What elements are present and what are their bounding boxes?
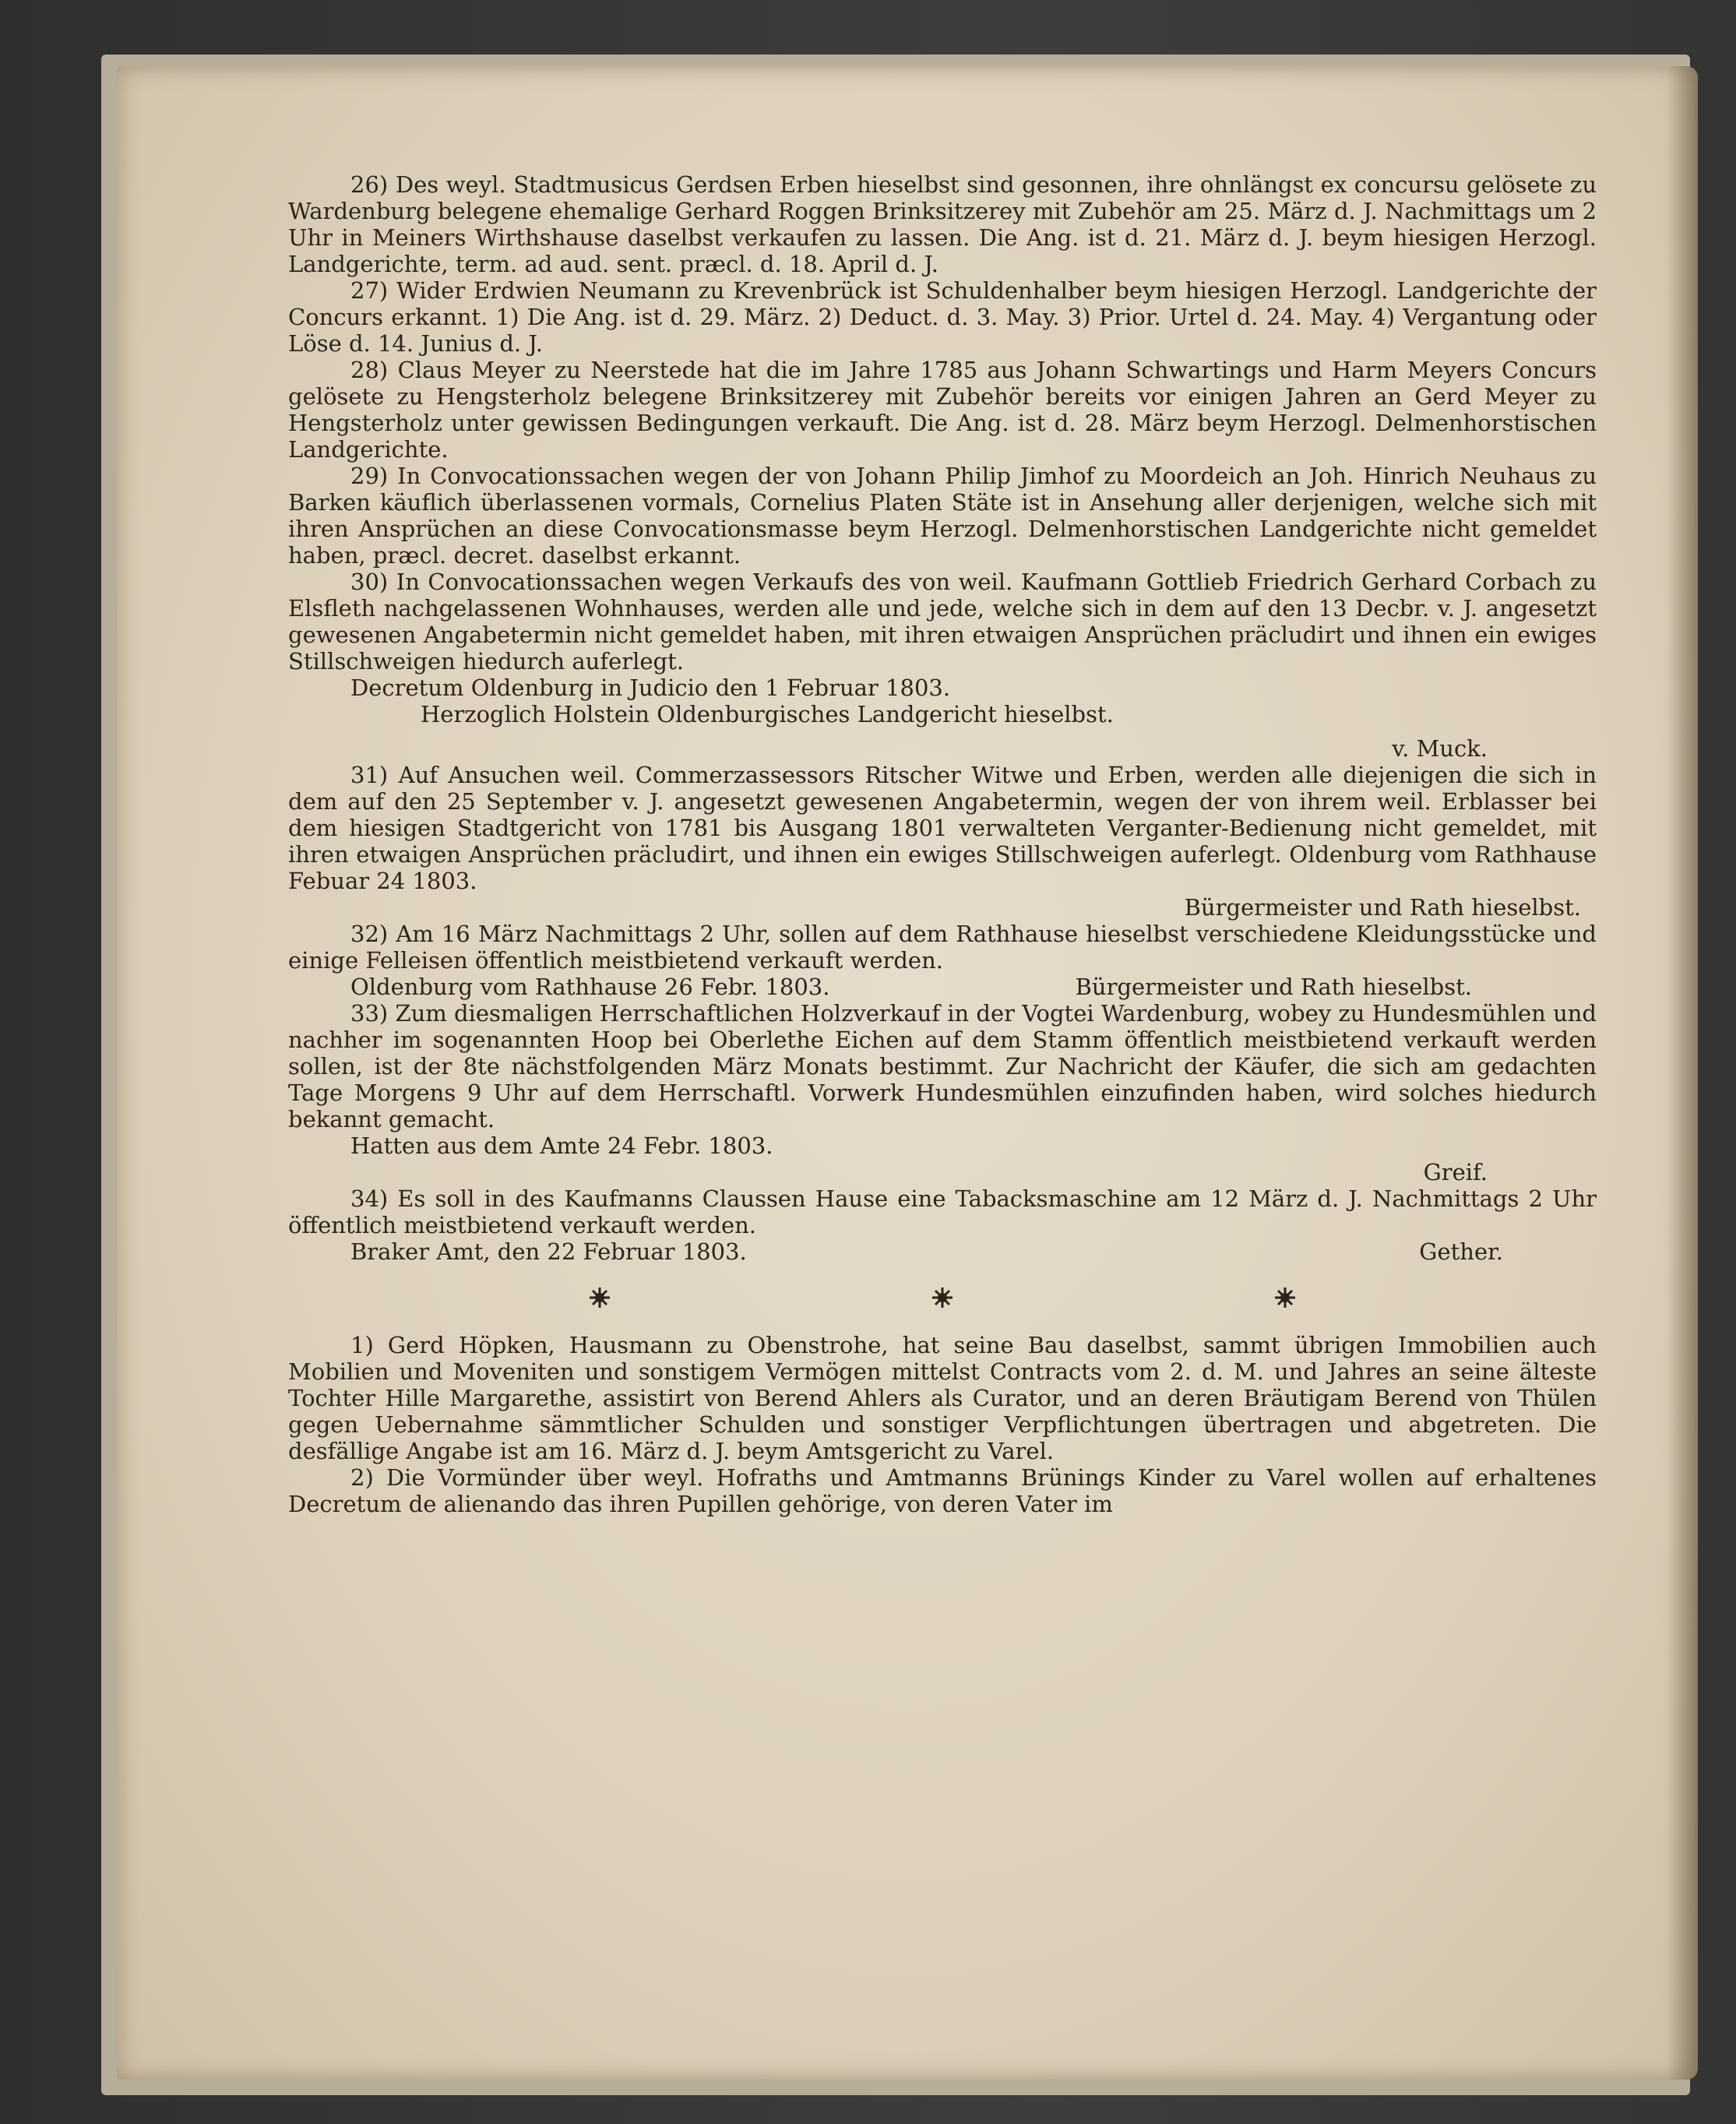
court-name: Herzoglich Holstein Oldenburgisches Landgericht hieselbst. bbox=[421, 701, 1114, 727]
entry-34: 34) Es soll in des Kaufmanns Claussen Hause eine Tabacksmaschine am 12 März d. J. Nachmittags 2 Uhr öffentlich meistbietend verkauft werden. bbox=[288, 1185, 1597, 1238]
entry-32: 32) Am 16 März Nachmittags 2 Uhr, sollen auf dem Rathhause hieselbst verschiedene Kleidungsstücke und einige Felleisen öffentlich meistbietend verkauft werden. bbox=[288, 921, 1597, 974]
rosette-ornament-icon bbox=[588, 1286, 611, 1309]
entry-33: 33) Zum diesmaligen Herrschaftlichen Holzverkauf in der Vogtei Wardenburg, wobey zu Hundesmühlen und nachher im sogenannten Hoop bei Oberlethe Eichen auf dem Stamm öffentlich meistbietend verkauft werden sollen, ist der 8te nächstfolgenden März Monats bestimmt. Zur Nachricht der Käufer, die sich am gedachten Tage Morgens 9 Uhr auf dem Herrschaftl. Vorwerk Hundesmühlen einzufinden haben, wird solches hiedurch bekannt gemacht. bbox=[288, 1000, 1597, 1132]
entry-32-date: Oldenburg vom Rathhause 26 Febr. 1803. bbox=[350, 974, 830, 1000]
decretum-line: Decretum Oldenburg in Judicio den 1 Februar 1803. bbox=[350, 675, 951, 701]
signature-32: Bürgermeister und Rath hieselbst. bbox=[1075, 974, 1472, 1000]
entry-28: 28) Claus Meyer zu Neerstede hat die im Jahre 1785 aus Johann Schwartings und Harm Meyers Concurs gelösete zu Hengsterholz belegene Brinksitzerey mit Zubehör bereits vor einigen Jahren an Gerd Meyer zu Hengsterholz unter gewissen Bedingungen verkauft. Die Ang. ist d. 28. März beym Herzogl. Delmenhorstischen Landgerichte. bbox=[288, 357, 1597, 463]
signature-muck: v. Muck. bbox=[1392, 735, 1488, 762]
entry-30: 30) In Convocationssachen wegen Verkaufs des von weil. Kaufmann Gottlieb Friedrich Gerhard Corbach zu Elsfleth nachgelassenen Wohnhauses, werden alle und jede, welche sich in dem auf den 13 Decbr. v. J. angesetzt gewesenen Angabetermin nicht gemeldet haben, mit ihren etwaigen Ansprüchen präcludirt und ihnen ein ewiges Stillschweigen hiedurch auferlegt. bbox=[288, 569, 1597, 675]
notice-1: 1) Gerd Höpken, Hausmann zu Obenstrohe, hat seine Bau daselbst, sammt übrigen Immobilien auch Mobilien und Moveniten und sonstigem Vermögen mittelst Contracts vom 2. d. M. und Jahres an seine älteste Tochter Hille Margarethe, assistirt von Berend Ahlers als Curator, und an deren Bräutigam Berend von Thülen gegen Uebernahme sämmtlicher Schulden und sonstiger Verpflichtungen übertragen und abgetreten. Die desfällige Angabe ist am 16. März d. J. beym Amtsgericht zu Varel. bbox=[288, 1332, 1597, 1464]
rosette-ornament-icon bbox=[1273, 1286, 1297, 1309]
notice-2: 2) Die Vormünder über weyl. Hofraths und Amtmanns Brünings Kinder zu Varel wollen auf erhaltenes Decretum de alienando das ihren Pupillen gehörige, von deren Vater im bbox=[288, 1464, 1597, 1517]
entry-34-date: Braker Amt, den 22 Februar 1803. bbox=[350, 1238, 747, 1265]
entry-34-footer bbox=[288, 1238, 1597, 1265]
signature-31: Bürgermeister und Rath hieselbst. bbox=[1184, 894, 1581, 921]
entry-33-date: Hatten aus dem Amte 24 Febr. 1803. bbox=[350, 1132, 773, 1159]
rosette-ornament-icon bbox=[931, 1286, 954, 1309]
entry-31: 31) Auf Ansuchen weil. Commerzassessors Ritscher Witwe und Erben, werden alle diejenigen die sich in dem auf den 25 September v. J. angesetzt gewesenen Angabetermin, wegen der von ihrem weil. Erblasser bei dem hiesigen Stadtgericht von 1781 bis Ausgang 1801 verwalteten Verganter-Bedienung nicht gemeldet, mit ihren etwaigen Ansprüchen präcludirt, und ihnen ein ewiges Stillschweigen auferlegt. Oldenburg vom Rathhause Febuar 24 1803. bbox=[288, 762, 1597, 894]
entry-27: 27) Wider Erdwien Neumann zu Krevenbrück ist Schuldenhalber beym hiesigen Herzogl. Landgerichte der Concurs erkannt. 1) Die Ang. ist d. 29. März. 2) Deduct. d. 3. May. 3) Prior. Urtel d. 24. May. 4) Vergantung oder Löse d. 14. Junius d. J. bbox=[288, 277, 1597, 357]
signature-gether: Gether. bbox=[1419, 1238, 1503, 1265]
entry-26: 26) Des weyl. Stadtmusicus Gerdsen Erben hieselbst sind gesonnen, ihre ohnlängst ex concursu gelösete zu Wardenburg belegene ehemalige Gerhard Roggen Brinksitzerey mit Zubehör am 25. März d. J. Nachmittags um 2 Uhr in Meiners Wirthshause daselbst verkaufen zu lassen. Die Ang. ist d. 21. März d. J. beym hiesigen Herzogl. Landgerichte, term. ad aud. sent. præcl. d. 18. April d. J. bbox=[288, 171, 1597, 277]
entry-32-footer bbox=[288, 974, 1597, 1000]
page-gutter-shadow bbox=[1667, 66, 1698, 2080]
entry-29: 29) In Convocationssachen wegen der von Johann Philip Jimhof zu Moordeich an Joh. Hinrich Neuhaus zu Barken käuflich überlassenen vormals, Cornelius Platen Stäte ist in Ansehung aller derjenigen, welche sich mit ihren Ansprüchen an diese Convocationsmasse beym Herzogl. Delmenhorstischen Landgerichte nicht gemeldet haben, præcl. decret. daselbst erkannt. bbox=[288, 463, 1597, 569]
signature-greif: Greif. bbox=[1423, 1159, 1488, 1185]
page-text bbox=[288, 171, 1597, 1517]
section-divider bbox=[428, 1270, 1456, 1326]
